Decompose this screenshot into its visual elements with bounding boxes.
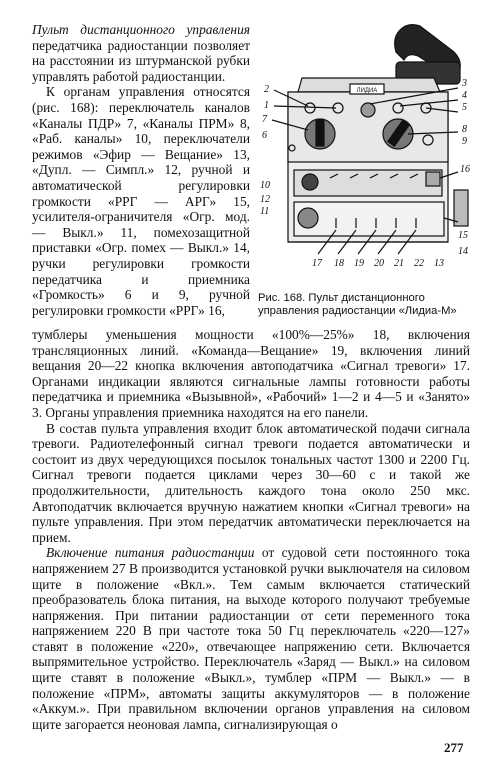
callout-15: 15 (458, 230, 468, 241)
console-figure (258, 22, 474, 284)
power-body: от судовой сети постоянного тока напряжением 27 В производится установкой ручки выключателя на силовом щите в положение «Вкл.». Тем самым включается статический преобразователь блока питания, на выходе которого получают требуемые напряжения. При питании радиостанции от сети переменного тока напряжением 220 В при частоте тока 50 Гц переключатель «220—127» ставят в положение «220», отвечающее напряжению сети. Включается выпрямительное устройство. Переключатель «Заряд — Выкл.» на силовом щите ставят в положение «Выкл.», тумблер «ПРМ — Выкл.» — в положение «ПРМ», автоматы защиты аккумуляторов — в положение «Аккум.». При правильном включении органов управления на силовом щите загорается неоновая лампа, сигнализирующая о (32, 545, 470, 732)
callout-13: 13 (434, 258, 444, 269)
callout-17: 17 (312, 258, 322, 269)
callout-6: 6 (262, 130, 267, 141)
callout-19: 19 (354, 258, 364, 269)
callout-8: 8 (462, 124, 467, 135)
page-number: 277 (444, 740, 464, 755)
callout-1: 1 (264, 100, 269, 111)
callout-3: 3 (462, 78, 467, 89)
callout-14: 14 (458, 246, 468, 257)
intro-body: передатчика радиостанции позволяет на расстоянии из штурманской рубки управлять работой радиостанции. (32, 37, 250, 84)
callout-20: 20 (374, 258, 384, 269)
power-heading: Включение питания радиостанции (46, 545, 255, 561)
paragraph-continuation: тумблеры уменьшения мощности «100%—25%» 18, включения трансляционных линий. «Команда—Вещание» 19, включения линий вещания 20—22 кнопка включения автоподатчика «Сигнал тревоги» 17. Органами индикации являются сигнальные лампы готовности работы передатчика и приемника «Вызывной», «Рабочий» 1—2 и 4—5 и «Занято» 3. Органы управления приемника находятся на его панели. (32, 327, 470, 420)
callout-11: 11 (260, 206, 270, 217)
callout-10: 10 (260, 180, 270, 191)
figure-caption: Рис. 168. Пульт дистанционного управления радиостанции «Лидиа-М» (258, 292, 457, 317)
callout-7: 7 (262, 114, 267, 125)
callout-16: 16 (460, 164, 470, 175)
callout-18: 18 (334, 258, 344, 269)
callout-12: 12 (260, 194, 270, 205)
paragraph-intro (32, 22, 250, 84)
callout-22: 22 (414, 258, 424, 269)
callout-4: 4 (462, 90, 467, 101)
left-column-text (32, 22, 250, 318)
callout-9: 9 (462, 136, 467, 147)
console-badge: ЛИДИА (356, 88, 378, 94)
intro-heading: Пульт дистанционного управления (32, 22, 250, 37)
paragraph-alarm: В состав пульта управления входит блок автоматической подачи сигнала тревоги. Радиотелефонный сигнал тревоги подается автоматически и состоит из двух чередующихся посылок тональных частот 1300 и 2200 Гц. Сигнал тревоги подается циклами через 30—60 с и такой же продолжительности, длительность каждого тона около 250 мкс. Автоподатчик включается вручную нажатием кнопки «Сигнал тревоги» на пульте управления. При этом передатчик автоматически переключается на прием. (32, 420, 470, 545)
paragraph-power (32, 545, 470, 732)
paragraph-controls: К органам управления относятся (рис. 168): переключатель каналов «Каналы ПДР» 7, «Каналы ПРМ» 8, «Раб. каналы» 10, переключатели режимов «Эфир — Вещание» 13, «Дупл. — Симпл.» 12, ручной и автоматической регулировки громкости «РРГ — АРГ» 15, усилителя-ограничителя «Огр. мод. — Выкл.» 11, помехозащитной приставки «Огр. помех — Выкл.» 14, ручки регулировки громкости передатчика и приемника «Громкость» 6 и 9, ручной регулировки громкости «РРГ» 16, (32, 84, 250, 318)
callout-2: 2 (264, 84, 269, 95)
callout-21: 21 (394, 258, 404, 269)
main-text (32, 327, 470, 732)
callout-5: 5 (462, 102, 467, 113)
